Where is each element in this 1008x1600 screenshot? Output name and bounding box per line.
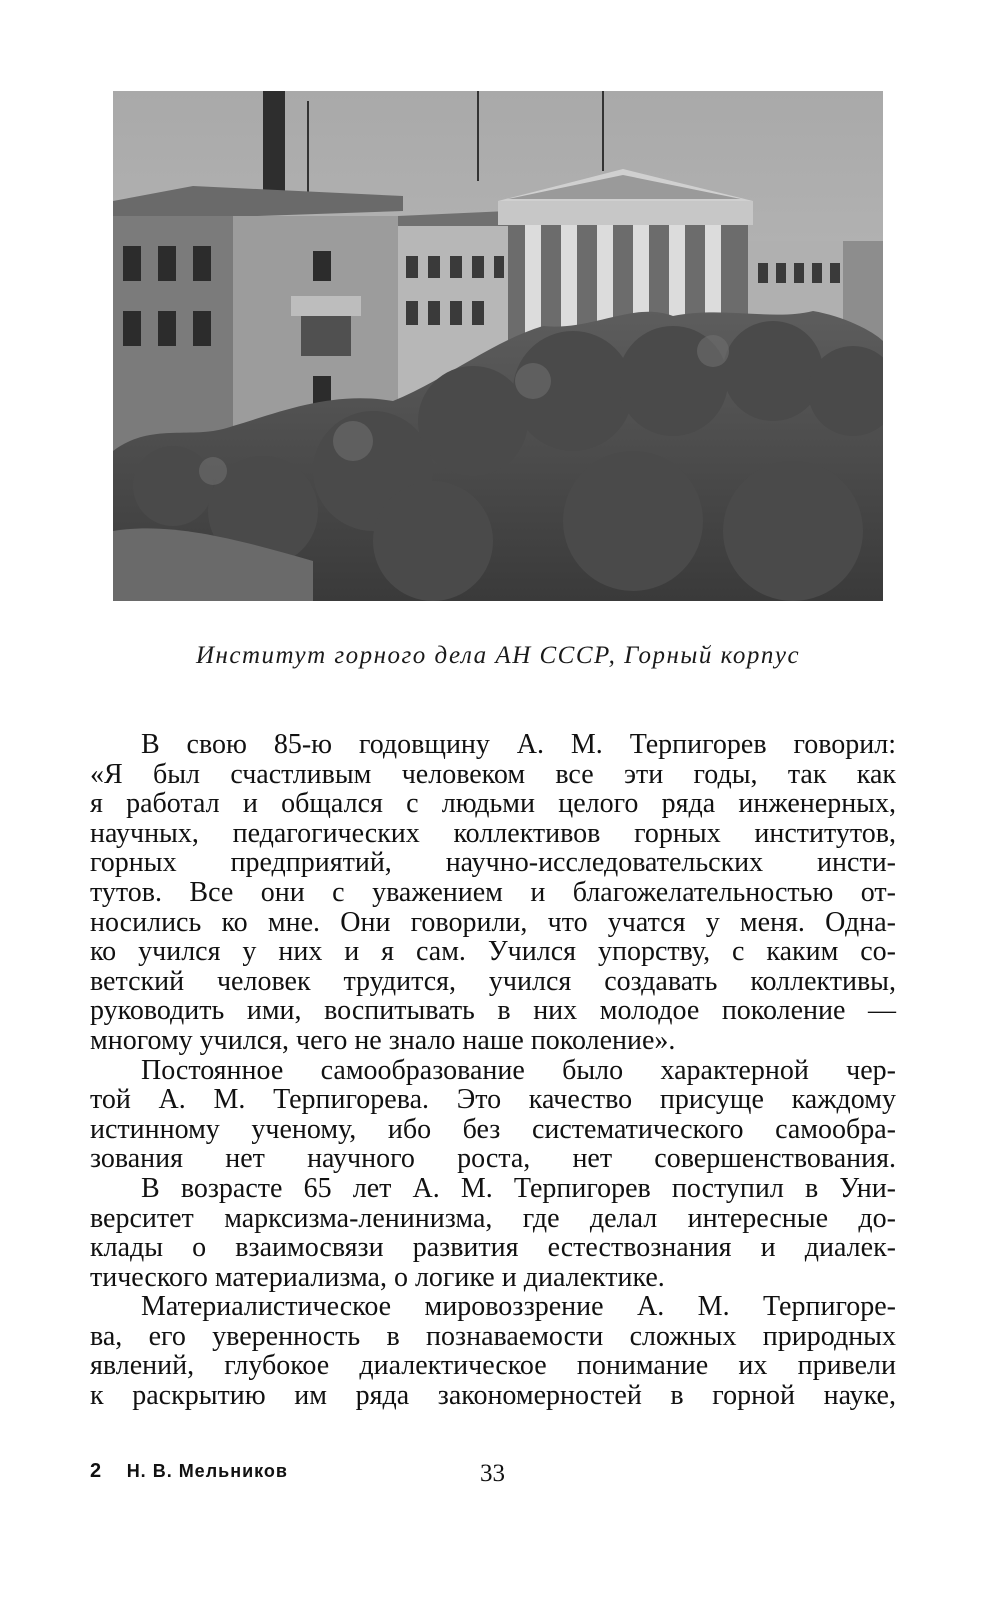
text-line: той А. М. Терпигорева. Это качество присуще каждому xyxy=(90,1084,896,1116)
institute-building-photo xyxy=(113,91,883,601)
text-line: горных предприятий, научно-исследовательских инсти- xyxy=(90,847,896,879)
text-line: ва, его уверенность в познаваемости сложных природных xyxy=(90,1320,896,1352)
text-line: я работал и общался с людьми целого ряда инженерных, xyxy=(90,788,896,820)
text-line: явлений, глубокое диалектическое понимание их привели xyxy=(90,1350,896,1382)
text-line: многому учился, чего не знало наше поколение». xyxy=(90,1024,676,1056)
paragraph xyxy=(90,1056,896,1174)
text-line: тутов. Все они с уважением и благожелательностью от- xyxy=(90,876,896,908)
text-line: носились ко мне. Они говорили, что учатся у меня. Одна- xyxy=(90,906,896,938)
text-line: В свою 85-ю годовщину А. М. Терпигорев говорил: xyxy=(141,729,896,760)
text-line: к раскрытию им ряда закономерностей в горной науке, xyxy=(90,1380,896,1412)
text-line: В возрасте 65 лет А. М. Терпигорев поступил в Уни- xyxy=(141,1172,896,1204)
text-line: клады о взаимосвязи развития естествознания и диалек- xyxy=(90,1232,896,1264)
text-line: ветский человек трудится, учился создавать коллективы, xyxy=(90,965,896,997)
text-line: руководить ими, воспитывать в них молодое поколение — xyxy=(90,995,896,1027)
text-line: «Я был счастливым человеком все эти годы, так как xyxy=(90,758,896,790)
text-line: тического материализма, о логике и диалектике. xyxy=(90,1261,665,1293)
figure-caption: Институт горного дела АН СССР, Горный корпус xyxy=(195,642,801,669)
paragraph xyxy=(90,1174,896,1292)
page-footer xyxy=(90,1460,896,1490)
page-number: 33 xyxy=(480,1460,505,1487)
text-line: зования нет научного роста, нет совершенствования. xyxy=(90,1143,896,1175)
signature-mark xyxy=(90,1460,288,1483)
text-line: Материалистическое мировоззрение А. М. Терпигоре- xyxy=(141,1291,896,1323)
paragraph xyxy=(90,1292,896,1410)
text-line: Постоянное самообразование было характерной чер- xyxy=(141,1054,896,1086)
text-line: научных, педагогических коллективов горных институтов, xyxy=(90,817,896,849)
body-text xyxy=(90,730,896,1411)
signature-author: Н. В. Мельников xyxy=(126,1461,288,1481)
text-line: ко учился у них и я сам. Учился упорству, с каким со- xyxy=(90,936,896,968)
text-line: истинному ученому, ибо без систематического самообра- xyxy=(90,1113,896,1145)
paragraph xyxy=(90,730,896,1056)
signature-number: 2 xyxy=(90,1460,102,1482)
text-line: верситет марксизма-ленинизма, где делал интересные до- xyxy=(90,1202,896,1234)
